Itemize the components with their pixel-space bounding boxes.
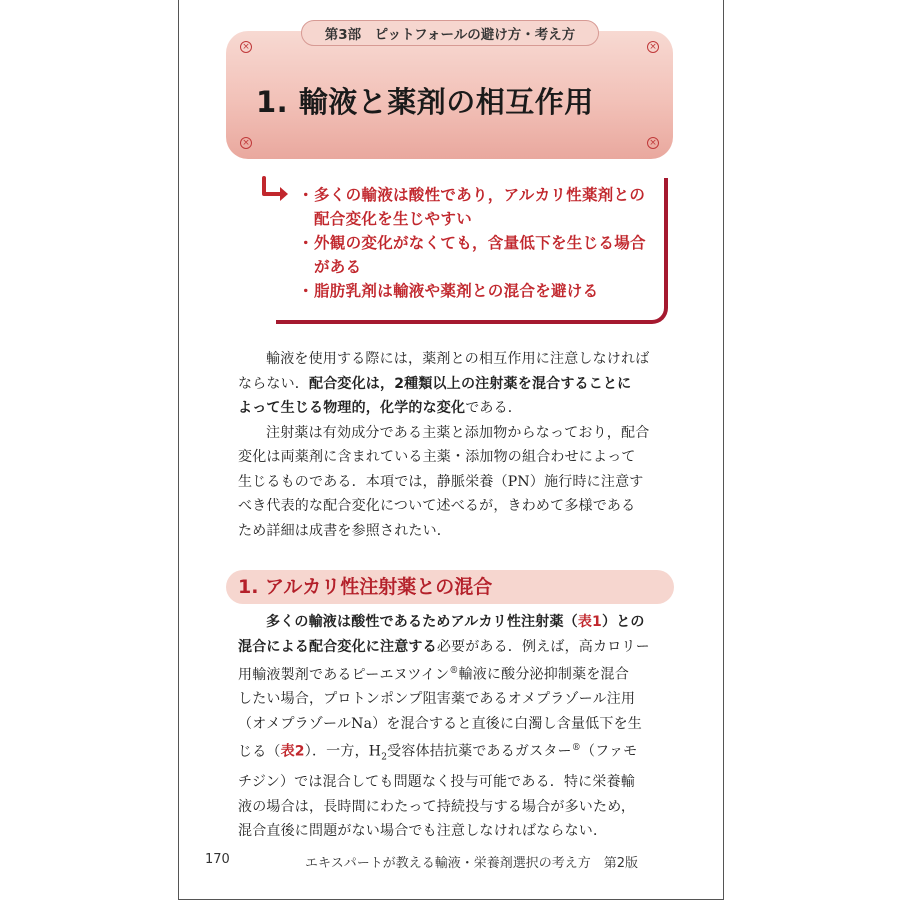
paragraph: 輸液を使用する際には，薬剤との相互作用に注意しなければ ならない．配合変化は，2種類以上の注射薬を混合することに よって生じる物理的，化学的な変化である． [238, 351, 650, 416]
key-point: ・ 脂肪乳剤は輸液や薬剤との混合を避ける [298, 282, 599, 300]
intro-text [238, 347, 652, 543]
key-point: ・ 多くの輸液は酸性であり，アルカリ性薬剤との 配合変化を生じやすい [298, 186, 646, 228]
paragraph: 多くの輸液は酸性であるためアルカリ性注射薬（表1）との 混合による配合変化に注意する必要がある．例えば，高カロリー 用輸液製剤であるピーエヌツイン®輸液に酸分泌抑制薬を混合 したい場合，プロトンポンプ阻害薬であるオメプラゾール注用 （オメプラゾールNa）を混合すると直後に白濁し含量低下を生 じる（表2）．一方，$H_2$受容体拮抗薬であるガスター®（ファモ チジン）では混合しても問題なく投与可能である．特に栄養輸 液の場合は，長時間にわたって持続投与する場合が多いため， 混合直後に問題がない場合でも注意しなければならない． [238, 614, 650, 840]
screw-icon: × [647, 137, 659, 149]
section-title: 1. アルカリ性注射薬との混合 [238, 576, 493, 598]
paragraph: 注射薬は有効成分である主薬と添加物からなっており，配合 変化は両薬剤に含まれている主薬・添加物の組合わせによって 生じるものである．本項では，静脈栄養（PN）施行時に注意す べき代表的な配合変化について述べるが，きわめて多様である ため詳細は成書を参照されたい． [238, 424, 650, 539]
key-point: ・ 外観の変化がなくても，含量低下を生じる場合 がある [298, 234, 646, 276]
screw-icon: × [647, 41, 659, 53]
screw-icon: × [240, 41, 252, 53]
chapter-title: 1. 輸液と薬剤の相互作用 [256, 85, 594, 119]
part-tab: 第3部 ピットフォールの避け方・考え方 [301, 20, 599, 46]
page-number: 170 [205, 852, 230, 867]
turn-arrow-icon [258, 176, 294, 206]
screw-icon: × [240, 137, 252, 149]
running-footer: エキスパートが教える輸液・栄養剤選択の考え方 第2版 [305, 856, 639, 871]
key-points [298, 183, 668, 303]
section-body [238, 610, 652, 844]
